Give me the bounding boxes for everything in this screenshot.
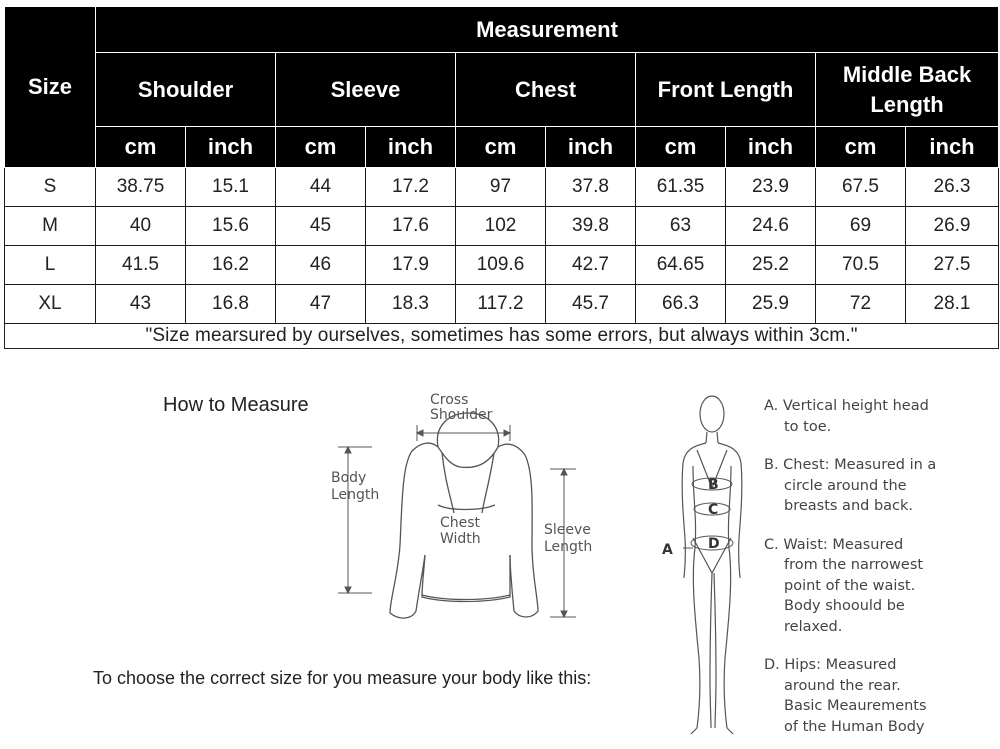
value-cell: 45.7 [546, 285, 636, 324]
measurement-note: "Size mearsured by ourselves, sometimes has some errors, but always within 3cm." [5, 324, 999, 349]
value-cell: 28.1 [906, 285, 999, 324]
value-cell: 44 [276, 168, 366, 207]
value-cell: 43 [96, 285, 186, 324]
value-cell: 42.7 [546, 246, 636, 285]
chest-width-label-line2: Width [440, 531, 481, 547]
value-cell: 66.3 [636, 285, 726, 324]
marker-a: A [662, 542, 673, 558]
chest-header: Chest [456, 53, 636, 127]
size-cell: S [5, 168, 96, 207]
sleeve-header: Sleeve [276, 53, 456, 127]
value-cell: 37.8 [546, 168, 636, 207]
legend-item-d [764, 655, 936, 737]
shirt-diagram [320, 385, 620, 630]
middle-back-length-header: Middle Back Length [816, 53, 999, 127]
how-to-measure-title: How to Measure [163, 394, 309, 416]
body-length-label-line1: Body [331, 470, 367, 486]
shoulder-header: Shoulder [96, 53, 276, 127]
sleeve-length-label-line2: Length [544, 539, 593, 555]
value-cell: 70.5 [816, 246, 906, 285]
table-row [5, 285, 999, 324]
value-cell: 72 [816, 285, 906, 324]
value-cell: 63 [636, 207, 726, 246]
unit-cm-header: cm [456, 127, 546, 168]
cross-shoulder-label-line1: Cross [430, 392, 469, 408]
value-cell: 39.8 [546, 207, 636, 246]
measurement-legend [764, 396, 936, 749]
table-row [5, 246, 999, 285]
legend-line: circle around the [784, 477, 907, 494]
size-cell: M [5, 207, 96, 246]
unit-cm-header: cm [96, 127, 186, 168]
body-measurement-figure [655, 388, 765, 748]
value-cell: 69 [816, 207, 906, 246]
measurement-header: Measurement [96, 7, 999, 53]
legend-line: from the narrowest [784, 557, 924, 573]
legend-line: breasts and back. [784, 498, 914, 514]
legend-line: Basic Meaurements [784, 698, 927, 714]
legend-line: B. Chest: Measured in a [764, 457, 937, 473]
legend-line: Body shoould be [784, 598, 905, 614]
value-cell: 16.2 [186, 246, 276, 285]
legend-item-b [764, 455, 936, 517]
value-cell: 61.35 [636, 168, 726, 207]
value-cell: 15.6 [186, 207, 276, 246]
legend-item-c [764, 535, 936, 638]
value-cell: 17.9 [366, 246, 456, 285]
value-cell: 41.5 [96, 246, 186, 285]
table-row [5, 168, 999, 207]
legend-line: point of the waist. [784, 577, 916, 594]
choose-size-instruction: To choose the correct size for you measure your body like this: [93, 668, 592, 688]
cross-shoulder-label-line2: Shoulder [430, 407, 493, 423]
value-cell: 102 [456, 207, 546, 246]
marker-b: B [708, 477, 719, 493]
unit-inch-header: inch [186, 127, 276, 168]
value-cell: 16.8 [186, 285, 276, 324]
value-cell: 25.9 [726, 285, 816, 324]
unit-cm-header: cm [636, 127, 726, 168]
legend-line: of the Human Body [784, 718, 925, 735]
value-cell: 64.65 [636, 246, 726, 285]
value-cell: 46 [276, 246, 366, 285]
unit-inch-header: inch [546, 127, 636, 168]
size-chart-table [4, 6, 999, 349]
value-cell: 117.2 [456, 285, 546, 324]
value-cell: 25.2 [726, 246, 816, 285]
unit-inch-header: inch [906, 127, 999, 168]
legend-line: D. Hips: Measured [764, 657, 897, 673]
unit-inch-header: inch [726, 127, 816, 168]
value-cell: 23.9 [726, 168, 816, 207]
body-length-label-line2: Length [331, 487, 380, 503]
legend-item-a [764, 396, 936, 437]
value-cell: 15.1 [186, 168, 276, 207]
value-cell: 17.6 [366, 207, 456, 246]
value-cell: 47 [276, 285, 366, 324]
value-cell: 97 [456, 168, 546, 207]
value-cell: 27.5 [906, 246, 999, 285]
size-cell: XL [5, 285, 96, 324]
value-cell: 24.6 [726, 207, 816, 246]
value-cell: 109.6 [456, 246, 546, 285]
legend-line: relaxed. [784, 618, 843, 635]
table-row [5, 207, 999, 246]
value-cell: 26.3 [906, 168, 999, 207]
legend-line: around the rear. [784, 677, 901, 694]
unit-cm-header: cm [816, 127, 906, 168]
marker-c: C [708, 502, 719, 518]
legend-line: C. Waist: Measured [764, 536, 904, 553]
value-cell: 18.3 [366, 285, 456, 324]
unit-cm-header: cm [276, 127, 366, 168]
size-column-header: Size [5, 7, 96, 168]
value-cell: 17.2 [366, 168, 456, 207]
size-cell: L [5, 246, 96, 285]
sleeve-length-label-line1: Sleeve [544, 522, 591, 538]
value-cell: 45 [276, 207, 366, 246]
legend-line: to toe. [784, 418, 832, 435]
chest-width-label-line1: Chest [440, 515, 481, 531]
value-cell: 40 [96, 207, 186, 246]
value-cell: 26.9 [906, 207, 999, 246]
unit-inch-header: inch [366, 127, 456, 168]
front-length-header: Front Length [636, 53, 816, 127]
value-cell: 38.75 [96, 168, 186, 207]
marker-d: D [708, 536, 720, 552]
value-cell: 67.5 [816, 168, 906, 207]
legend-line: A. Vertical height head [764, 398, 929, 414]
